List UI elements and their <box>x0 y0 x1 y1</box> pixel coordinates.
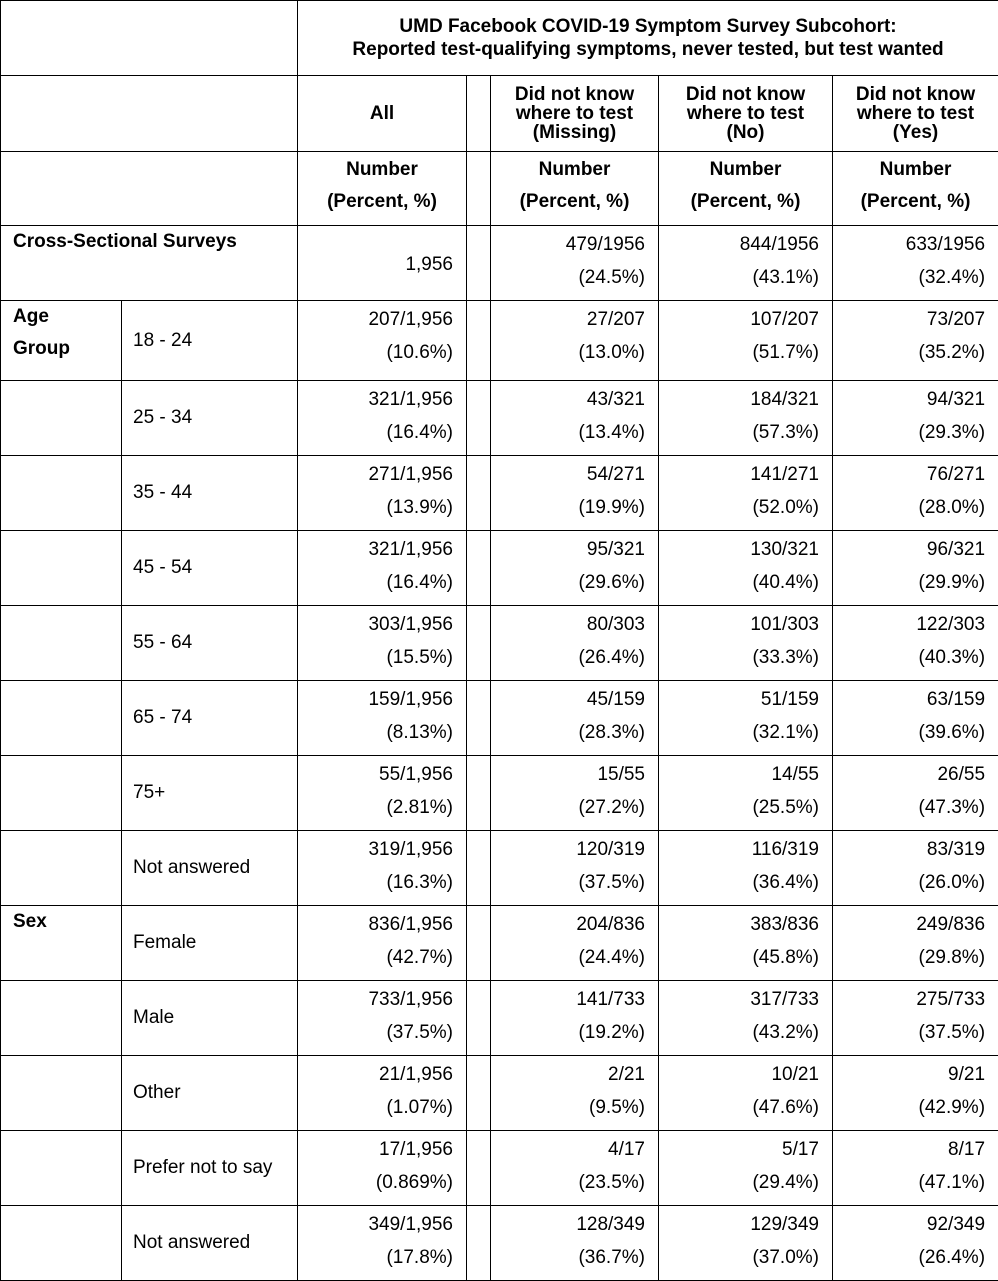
cell-percent: (52.0%) <box>659 491 819 524</box>
cell-all <box>298 1131 467 1206</box>
cell-count: 10/21 <box>659 1058 819 1091</box>
cell-percent: (16.4%) <box>298 416 453 449</box>
cell-no <box>659 756 833 831</box>
cell-percent: (19.2%) <box>491 1016 645 1049</box>
empty-group-cell <box>1 606 122 681</box>
subheader-row <box>1 152 998 226</box>
row-label: Other <box>122 1056 298 1131</box>
cell-yes <box>833 301 998 381</box>
cell-count: 8/17 <box>833 1133 985 1166</box>
cell-count: 129/349 <box>659 1208 819 1241</box>
row-label: 25 - 34 <box>122 381 298 456</box>
row-label: Male <box>122 981 298 1056</box>
cell-percent: (24.4%) <box>491 941 645 974</box>
empty-group-cell <box>1 981 122 1056</box>
cell-count: 159/1,956 <box>298 683 453 716</box>
table-title-line-1: UMD Facebook COVID-19 Symptom Survey Subcohort: <box>298 15 998 38</box>
cell-count: 321/1,956 <box>298 383 453 416</box>
cell-percent: (26.4%) <box>491 641 645 674</box>
cell-all <box>298 906 467 981</box>
column-header-missing-line-1: Did not know <box>491 85 658 104</box>
table-row <box>1 301 998 381</box>
cell-percent: (16.3%) <box>298 866 453 899</box>
cell-percent: (40.4%) <box>659 566 819 599</box>
cell-percent: (15.5%) <box>298 641 453 674</box>
cell-count: 107/207 <box>659 303 819 336</box>
cell-missing <box>491 831 659 906</box>
column-header-yes <box>833 76 998 152</box>
cell-count: 184/321 <box>659 383 819 416</box>
cell-count: 207/1,956 <box>298 303 453 336</box>
spacer-cell <box>467 606 491 681</box>
cell-missing <box>491 681 659 756</box>
cell-count: 249/836 <box>833 908 985 941</box>
cell-percent: (2.81%) <box>298 791 453 824</box>
cell-all <box>298 606 467 681</box>
column-header-yes-line-3: (Yes) <box>833 123 998 142</box>
spacer-cell <box>467 76 491 152</box>
cell-percent: (29.6%) <box>491 566 645 599</box>
cell-missing <box>491 906 659 981</box>
cell-yes <box>833 831 998 906</box>
empty-group-cell <box>1 1056 122 1131</box>
empty-group-cell <box>1 456 122 531</box>
cell-count: 21/1,956 <box>298 1058 453 1091</box>
column-header-no <box>659 76 833 152</box>
cell-all <box>298 456 467 531</box>
cell-count: 844/1956 <box>659 228 819 261</box>
subheader-percent: (Percent, %) <box>659 186 832 218</box>
cell-count: 54/271 <box>491 458 645 491</box>
cell-count: 733/1,956 <box>298 983 453 1016</box>
cell-count: 94/321 <box>833 383 985 416</box>
group-label <box>1 301 122 381</box>
cell-all <box>298 1056 467 1131</box>
cell-all <box>298 301 467 381</box>
column-header-all <box>298 76 467 152</box>
cell-percent: (47.3%) <box>833 791 985 824</box>
table-row <box>1 606 998 681</box>
cell-percent: (29.8%) <box>833 941 985 974</box>
empty-corner-cell <box>1 1 298 76</box>
cell-yes <box>833 1056 998 1131</box>
cell-percent: (19.9%) <box>491 491 645 524</box>
subheader-number: Number <box>659 154 832 186</box>
cell-percent: (29.3%) <box>833 416 985 449</box>
cell-count: 271/1,956 <box>298 458 453 491</box>
table-row <box>1 1206 998 1281</box>
cell-count: 14/55 <box>659 758 819 791</box>
empty-group-cell <box>1 1131 122 1206</box>
cell-percent: (13.4%) <box>491 416 645 449</box>
cell-percent: (26.4%) <box>833 1241 985 1274</box>
cell-all <box>298 831 467 906</box>
cell-percent: (42.7%) <box>298 941 453 974</box>
spacer-cell <box>467 831 491 906</box>
subheader-number: Number <box>491 154 658 186</box>
cell-count: 26/55 <box>833 758 985 791</box>
table-row <box>1 981 998 1056</box>
cell-percent: (32.4%) <box>833 261 985 294</box>
cell-no <box>659 456 833 531</box>
cell-count: 9/21 <box>833 1058 985 1091</box>
cell-percent: (16.4%) <box>298 566 453 599</box>
cell-count: 2/21 <box>491 1058 645 1091</box>
cell-percent: (37.5%) <box>491 866 645 899</box>
table-row <box>1 531 998 606</box>
cell-count: 141/733 <box>491 983 645 1016</box>
cell-no <box>659 1056 833 1131</box>
table-row <box>1 1056 998 1131</box>
empty-header-cell <box>1 76 298 152</box>
cell-count: 92/349 <box>833 1208 985 1241</box>
cell-missing <box>491 301 659 381</box>
table-row <box>1 756 998 831</box>
cell-count: 45/159 <box>491 683 645 716</box>
cell-percent: (36.7%) <box>491 1241 645 1274</box>
cell-count: 43/321 <box>491 383 645 416</box>
cross-sectional-row <box>1 226 998 301</box>
cell-count: 76/271 <box>833 458 985 491</box>
cell-all <box>298 381 467 456</box>
cell-yes <box>833 606 998 681</box>
cell-missing <box>491 756 659 831</box>
empty-group-cell <box>1 381 122 456</box>
cell-no <box>659 831 833 906</box>
cell-missing <box>491 456 659 531</box>
table-row <box>1 831 998 906</box>
cell-count: 317/733 <box>659 983 819 1016</box>
cell-no <box>659 1206 833 1281</box>
cell-count: 5/17 <box>659 1133 819 1166</box>
empty-subheader-cell <box>1 152 298 226</box>
cell-missing <box>491 981 659 1056</box>
cell-all <box>298 1206 467 1281</box>
cell-count: 204/836 <box>491 908 645 941</box>
spacer-cell <box>467 1206 491 1281</box>
spacer-cell <box>467 681 491 756</box>
cell-missing <box>491 606 659 681</box>
spacer-cell <box>467 906 491 981</box>
subheader-number: Number <box>833 154 998 186</box>
cell-percent: (28.3%) <box>491 716 645 749</box>
cell-yes <box>833 1131 998 1206</box>
cell-yes <box>833 681 998 756</box>
cell-count: 15/55 <box>491 758 645 791</box>
cell-count: 101/303 <box>659 608 819 641</box>
cross-sectional-no <box>659 226 833 301</box>
cell-missing <box>491 1131 659 1206</box>
cell-percent: (45.8%) <box>659 941 819 974</box>
title-row <box>1 1 998 76</box>
cell-all <box>298 981 467 1056</box>
subheader-missing <box>491 152 659 226</box>
row-label: 65 - 74 <box>122 681 298 756</box>
cell-percent: (13.9%) <box>298 491 453 524</box>
table-title <box>298 1 998 76</box>
column-header-yes-line-2: where to test <box>833 104 998 123</box>
cell-percent: (32.1%) <box>659 716 819 749</box>
column-header-missing-line-3: (Missing) <box>491 123 658 142</box>
cell-percent: (26.0%) <box>833 866 985 899</box>
row-label: 18 - 24 <box>122 301 298 381</box>
cell-count: 383/836 <box>659 908 819 941</box>
cross-sectional-yes <box>833 226 998 301</box>
subheader-percent: (Percent, %) <box>298 186 466 218</box>
spacer-cell <box>467 1056 491 1131</box>
cell-yes <box>833 456 998 531</box>
cell-percent: (42.9%) <box>833 1091 985 1124</box>
row-label: Prefer not to say <box>122 1131 298 1206</box>
subheader-percent: (Percent, %) <box>491 186 658 218</box>
cross-sectional-all: 1,956 <box>298 226 467 301</box>
cell-count: 321/1,956 <box>298 533 453 566</box>
empty-group-cell <box>1 1206 122 1281</box>
spacer-cell <box>467 981 491 1056</box>
cell-count: 275/733 <box>833 983 985 1016</box>
cell-count: 27/207 <box>491 303 645 336</box>
row-label: Not answered <box>122 831 298 906</box>
cross-sectional-label: Cross-Sectional Surveys <box>1 226 298 301</box>
cell-count: 128/349 <box>491 1208 645 1241</box>
spacer-cell <box>467 456 491 531</box>
cell-no <box>659 531 833 606</box>
cell-percent: (25.5%) <box>659 791 819 824</box>
cell-percent: (10.6%) <box>298 336 453 369</box>
cell-count: 95/321 <box>491 533 645 566</box>
column-header-missing-line-2: where to test <box>491 104 658 123</box>
cell-percent: (9.5%) <box>491 1091 645 1124</box>
cell-missing <box>491 531 659 606</box>
column-header-all-label: All <box>298 104 466 123</box>
cell-missing <box>491 1056 659 1131</box>
cell-percent: (1.07%) <box>298 1091 453 1124</box>
column-header-no-line-3: (No) <box>659 123 832 142</box>
subheader-percent: (Percent, %) <box>833 186 998 218</box>
cell-percent: (37.0%) <box>659 1241 819 1274</box>
subheader-no <box>659 152 833 226</box>
empty-group-cell <box>1 831 122 906</box>
cell-percent: (28.0%) <box>833 491 985 524</box>
spacer-cell <box>467 381 491 456</box>
cell-percent: (47.6%) <box>659 1091 819 1124</box>
cell-count: 141/271 <box>659 458 819 491</box>
cell-percent: (29.4%) <box>659 1166 819 1199</box>
cell-count: 479/1956 <box>491 228 645 261</box>
cell-percent: (36.4%) <box>659 866 819 899</box>
cell-percent: (33.3%) <box>659 641 819 674</box>
cell-count: 4/17 <box>491 1133 645 1166</box>
group-label <box>1 906 122 981</box>
cell-percent: (17.8%) <box>298 1241 453 1274</box>
row-label: 55 - 64 <box>122 606 298 681</box>
row-label: 45 - 54 <box>122 531 298 606</box>
cell-percent: (24.5%) <box>491 261 645 294</box>
column-header-no-line-2: where to test <box>659 104 832 123</box>
row-label: 35 - 44 <box>122 456 298 531</box>
table-row <box>1 906 998 981</box>
group-label-line-1: Sex <box>13 906 121 938</box>
cell-count: 303/1,956 <box>298 608 453 641</box>
row-label: Female <box>122 906 298 981</box>
cell-count: 122/303 <box>833 608 985 641</box>
cell-yes <box>833 381 998 456</box>
row-label: Not answered <box>122 1206 298 1281</box>
subheader-yes <box>833 152 998 226</box>
cell-percent: (23.5%) <box>491 1166 645 1199</box>
cell-yes <box>833 756 998 831</box>
cell-all <box>298 531 467 606</box>
cell-percent: (40.3%) <box>833 641 985 674</box>
cell-count: 83/319 <box>833 833 985 866</box>
group-label-line-1: Age <box>13 301 121 333</box>
spacer-cell <box>467 301 491 381</box>
cell-no <box>659 301 833 381</box>
cell-percent: (43.1%) <box>659 261 819 294</box>
cell-percent: (43.2%) <box>659 1016 819 1049</box>
cell-no <box>659 681 833 756</box>
cell-yes <box>833 981 998 1056</box>
column-header-yes-line-1: Did not know <box>833 85 998 104</box>
empty-group-cell <box>1 756 122 831</box>
table-row <box>1 456 998 531</box>
cell-count: 55/1,956 <box>298 758 453 791</box>
cell-count: 836/1,956 <box>298 908 453 941</box>
cell-count: 73/207 <box>833 303 985 336</box>
table-row <box>1 1131 998 1206</box>
cell-no <box>659 981 833 1056</box>
cross-sectional-missing <box>491 226 659 301</box>
cell-percent: (0.869%) <box>298 1166 453 1199</box>
cell-count: 633/1956 <box>833 228 985 261</box>
cell-no <box>659 906 833 981</box>
cell-count: 120/319 <box>491 833 645 866</box>
column-header-row <box>1 76 998 152</box>
cell-count: 349/1,956 <box>298 1208 453 1241</box>
empty-group-cell <box>1 681 122 756</box>
empty-group-cell <box>1 531 122 606</box>
cell-percent: (35.2%) <box>833 336 985 369</box>
cell-count: 130/321 <box>659 533 819 566</box>
spacer-cell <box>467 756 491 831</box>
table-row <box>1 381 998 456</box>
cell-percent: (57.3%) <box>659 416 819 449</box>
cell-percent: (51.7%) <box>659 336 819 369</box>
cell-no <box>659 1131 833 1206</box>
cell-count: 319/1,956 <box>298 833 453 866</box>
cell-percent: (13.0%) <box>491 336 645 369</box>
cell-count: 116/319 <box>659 833 819 866</box>
cell-percent: (29.9%) <box>833 566 985 599</box>
cell-percent: (47.1%) <box>833 1166 985 1199</box>
cell-all <box>298 681 467 756</box>
spacer-cell <box>467 1131 491 1206</box>
spacer-cell <box>467 152 491 226</box>
column-header-no-line-1: Did not know <box>659 85 832 104</box>
table-row <box>1 681 998 756</box>
cell-count: 63/159 <box>833 683 985 716</box>
column-header-missing <box>491 76 659 152</box>
cell-count: 80/303 <box>491 608 645 641</box>
cell-yes <box>833 1206 998 1281</box>
row-label: 75+ <box>122 756 298 831</box>
cell-count: 51/159 <box>659 683 819 716</box>
cell-percent: (39.6%) <box>833 716 985 749</box>
subheader-all <box>298 152 467 226</box>
cell-yes <box>833 531 998 606</box>
cell-percent: (8.13%) <box>298 716 453 749</box>
cell-all <box>298 756 467 831</box>
table-title-line-2: Reported test-qualifying symptoms, never tested, but test wanted <box>298 38 998 61</box>
cell-percent: (37.5%) <box>833 1016 985 1049</box>
cell-count: 96/321 <box>833 533 985 566</box>
cell-yes <box>833 906 998 981</box>
cell-missing <box>491 1206 659 1281</box>
spacer-cell <box>467 226 491 301</box>
group-label-line-2: Group <box>13 333 121 365</box>
cell-missing <box>491 381 659 456</box>
cell-count: 17/1,956 <box>298 1133 453 1166</box>
cell-percent: (27.2%) <box>491 791 645 824</box>
spacer-cell <box>467 531 491 606</box>
cell-no <box>659 606 833 681</box>
cell-percent: (37.5%) <box>298 1016 453 1049</box>
cell-no <box>659 381 833 456</box>
subheader-number: Number <box>298 154 466 186</box>
